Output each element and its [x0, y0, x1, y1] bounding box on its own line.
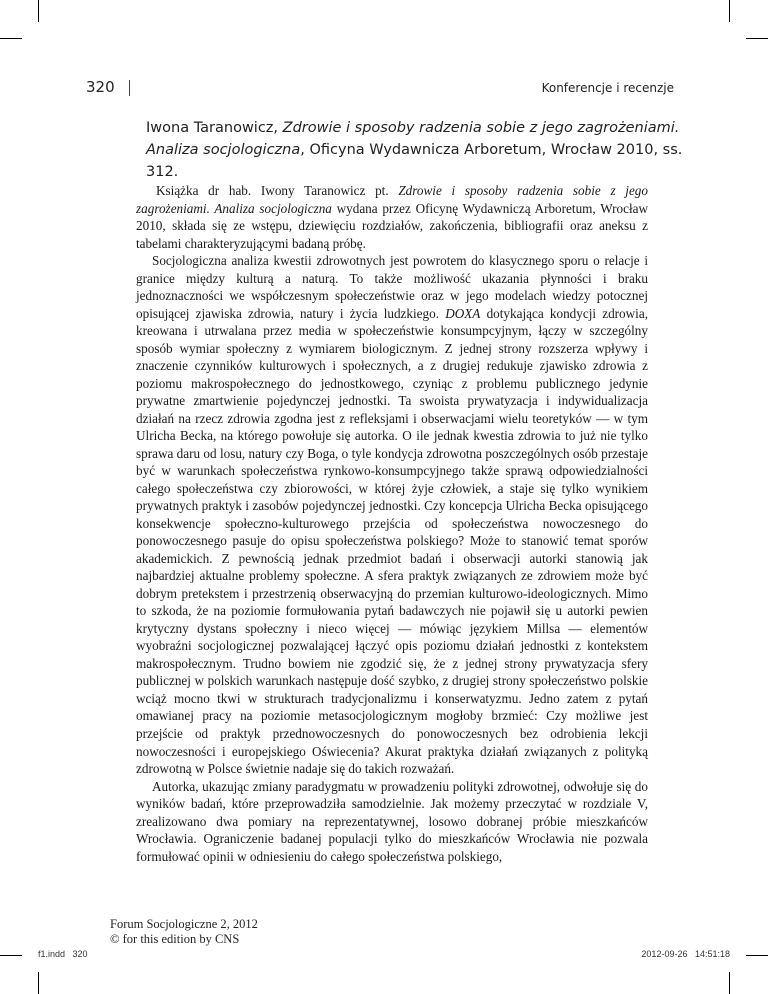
paragraph-2-doxa: DOXA: [445, 305, 481, 321]
review-publisher: , Oficyna Wydawnicza Arboretum, Wrocław 2010, ss. 312.: [146, 142, 683, 180]
crop-mark-top-left-horizontal: [0, 38, 22, 39]
paragraph-2-text-a: Socjologiczna analiza kwestii zdrowotnych jest powrotem do klasycznego sporu o relacje i granice między kulturą a naturą. To także możliwość ukazania płynności i braku jednoznaczności we współczesnym społeczeństwie oraz w jego modelach wiedzy potocznej opisującej zjawiska zdrowia, natury i życia ludzkiego.: [136, 253, 648, 321]
crop-mark-top-right-horizontal: [746, 38, 768, 39]
paragraph-1-text-b: wydana przez Oficynę Wydawniczą Arboretum, Wrocław 2010, składa się ze wstępu, dziewięciu rozdziałów, zakończenia, bibliografii oraz aneksu z tabelami charakteryzującymi badaną próbę.: [136, 200, 648, 251]
crop-mark-top-left-vertical: [38, 0, 39, 22]
running-title: Konferencje i recenzje: [541, 81, 674, 95]
review-heading: [146, 117, 706, 183]
paragraph-1-text-a: Książka dr hab. Iwony Taranowicz pt.: [156, 183, 399, 198]
journal-info: Forum Socjologiczne 2, 2012: [110, 917, 258, 931]
crop-mark-bottom-right-horizontal: [746, 955, 768, 956]
paragraph-2: [136, 252, 648, 777]
page-number: 320: [86, 78, 115, 96]
review-book-title: Zdrowie i sposoby radzenia sobie z jego zagrożeniami. Analiza socjologiczna: [146, 120, 680, 158]
header-divider: [129, 80, 130, 96]
crop-mark-bottom-right-vertical: [729, 972, 730, 994]
print-slug-timestamp: 2012-09-26 14:51:18: [641, 949, 730, 959]
review-author: Iwona Taranowicz,: [146, 120, 279, 136]
copyright-notice: © for this edition by CNS: [110, 932, 240, 946]
paragraph-1: [136, 182, 648, 252]
crop-mark-top-right-vertical: [729, 0, 730, 22]
crop-mark-bottom-left-vertical: [38, 972, 39, 994]
page-footer: [110, 917, 258, 947]
print-slug-file: f1.indd 320: [38, 949, 88, 959]
paragraph-2-text-b: dotykająca kondycji zdrowia, kreowana i utrwalana przez media w społeczeństwie konsumpcyjnym, łączy w szczególny sposób wymiar społeczny z wymiarem biologicznym. Z jednej strony rozszerza wpływy i znaczenie czynników kulturowych i społecznych, a z drugiej redukuje zjawisko zdrowia z poziomu makrospołecznego do jednostkowego, czyniąc z problemu publicznego jedynie prywatne zmartwienie pojedynczej jednostki. Ta swoista prywatyzacja i indywidualizacja działań na rzecz zdrowia zgodna jest z refleksjami i obserwacjami wielu teoretyków — w tym Ulricha Becka, na którego powołuje się autorka. O ile jednak kwestia zdrowia to już nie tylko sprawa daru od losu, natury czy Boga, o tyle kondycja zdrowotna poszczególnych osób przestaje być w warunkach społeczeństwa rynkowo-konsumpcyjnego także sprawą odpowiedzialności całego społeczeństwa czy zbiorowości, w której żyje człowiek, a staje się tylko wynikiem prywatnych praktyk i zasobów pojedynczej jednostki. Czy koncepcja Ulricha Becka opisującego konsekwencje społeczno-kulturowego przejścia od społeczeństwa nowoczesnego do ponowoczesnego pasuje do opisu społeczeństwa polskiego? Może to stanowić temat sporów akademickich. Z pewnością jednak przedmiot badań i obserwacji autorki stanowią jak najbardziej aktualne problemy społeczne. A sfera praktyk związanych ze zdrowiem może być dobrym pretekstem i przestrzenią obserwacyjną do przemian kulturowo-ideologicznych. Mimo to szkoda, że na poziomie formułowania pytań badawczych nie pojawił się u autorki pewien krytyczny dystans społeczny i nieco więcej — mówiąc językiem Millsa — elementów wyobraźni socjologicznej pozwalającej łączyć opis poziomu działań jednostki z kontekstem makrospołecznym. Trudno bowiem nie zgodzić się, że z jednej strony prywatyzacja sfery publicznej w polskich warunkach następuje dość szybko, z drugiej strony społeczeństwo polskie wciąż mocno tkwi w strukturach tradycjonalizmu i konserwatyzmu. Jedno zatem z pytań omawianej pracy na poziomie metasocjologicznym mogłoby brzmieć: Czy możliwe jest przejście od praktyk przednowoczesnych do ponowoczesnych bez odrobienia lekcji nowoczesności i europejskiego Oświecenia? Akurat praktyka działań związanych z polityką zdrowotną w Polsce świetnie nadaje się do takich rozważań.: [136, 305, 648, 777]
paragraph-1-book-title: Zdrowie i sposoby radzenia sobie z jego zagrożeniami. Analiza socjologiczna: [136, 183, 648, 216]
crop-mark-bottom-left-horizontal: [0, 955, 22, 956]
paragraph-3: Autorka, ukazując zmiany paradygmatu w prowadzeniu polityki zdrowotnej, odwołuje się do wyników badań, które przeprowadziła samodzielnie. Jak możemy przeczytać w rozdziale V, zrealizowano dwa pomiary na reprezentatywnej, losowo dobranej próbie mieszkańców Wrocławia. Ograniczenie badanej populacji tylko do mieszkańców Wrocławia nie pozwala formułować opinii w odniesieniu do całego społeczeństwa polskiego,: [136, 778, 648, 864]
review-body: [136, 182, 648, 865]
